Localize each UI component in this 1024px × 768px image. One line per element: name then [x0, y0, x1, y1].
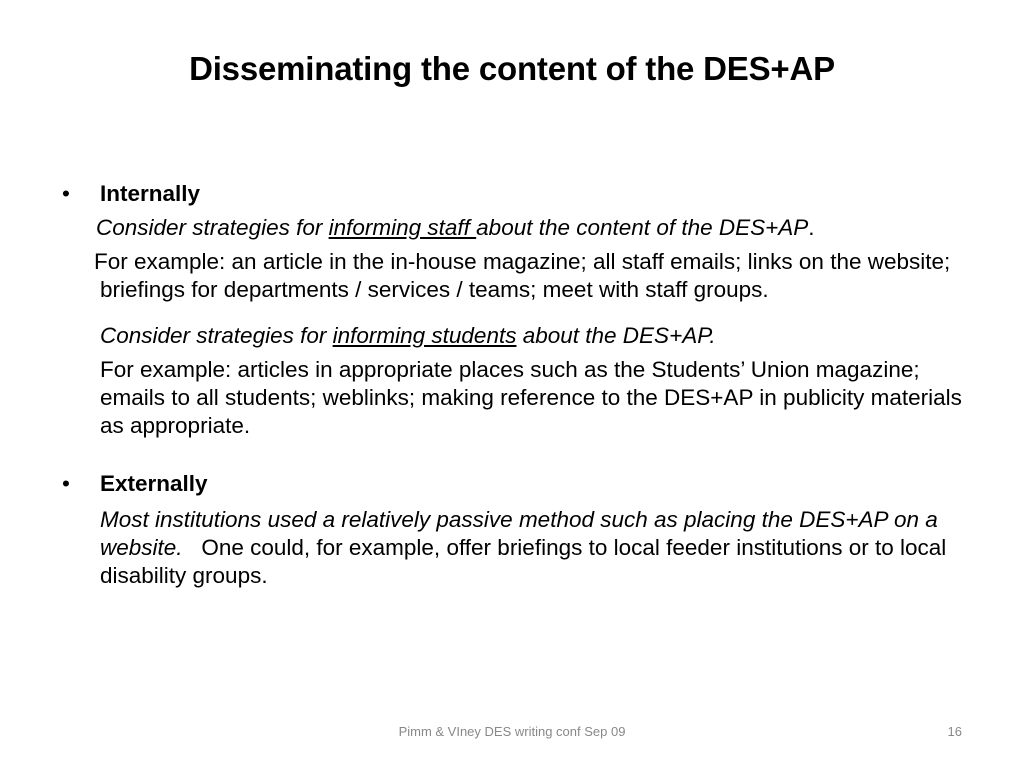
slide-title: Disseminating the content of the DES+AP — [189, 50, 835, 87]
staff-strategy-period: . — [808, 215, 815, 240]
section-heading-internally: Internally — [100, 181, 201, 206]
students-strategy-prefix: Consider strategies for — [100, 323, 333, 348]
external-normal-text: One could, for example, offer briefings to local feeder institutions or to local disability groups. — [100, 535, 947, 588]
bullet-icon: • — [62, 181, 70, 206]
slide-content — [62, 180, 962, 590]
staff-strategy — [96, 214, 962, 242]
students-example: For example: articles in appropriate places such as the Students’ Union magazine; emails to all students; weblinks; making reference to the DES+AP in publicity materials as appropriate. — [100, 357, 962, 438]
students-strategy — [100, 322, 962, 350]
bullet-internally — [62, 180, 962, 208]
external-italic-text: Most institutions used a relatively passive method such as placing the DES+AP on a website. — [100, 507, 938, 560]
staff-strategy-suffix: about the content of the DES+AP — [476, 215, 809, 240]
students-strategy-suffix: about the DES+AP. — [516, 323, 716, 348]
bullet-externally — [62, 470, 962, 498]
footer-text: Pimm & VIney DES writing conf Sep 09 — [398, 724, 626, 739]
section-heading-externally: Externally — [100, 471, 208, 496]
external-description — [100, 506, 962, 590]
staff-strategy-prefix: Consider strategies for — [96, 215, 329, 240]
page-number: 16 — [947, 724, 962, 739]
bullet-icon: • — [62, 471, 70, 496]
staff-strategy-link: informing staff — [328, 215, 477, 240]
students-strategy-link: informing students — [332, 323, 517, 348]
staff-example: For example: an article in the in-house magazine; all staff emails; links on the website; briefings for departments / services / teams; meet with staff groups. — [94, 249, 951, 302]
